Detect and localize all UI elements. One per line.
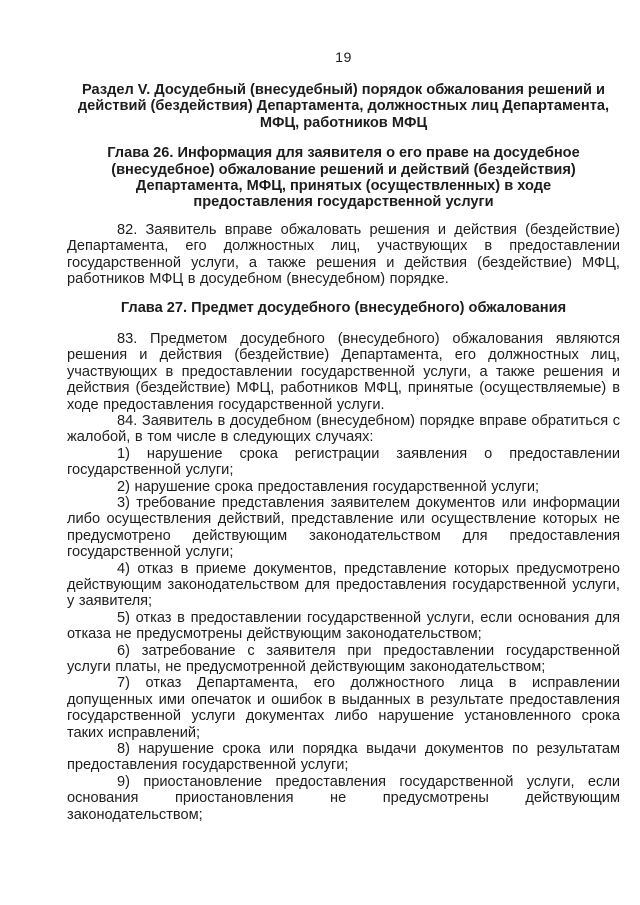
paragraph-83: 83. Предметом досудебного (внесудебного) обжалования являются решения и действия (бездействие) Департамента, его должностных лиц, участвующих в предоставлении государственной услуги, а также решения и действия (бездействие) МФЦ, работников МФЦ, принятые (осуществляемые) в ходе предоставления государственной услуги. [67, 330, 620, 413]
chapter-26-heading: Глава 26. Информация для заявителя о его праве на досудебное (внесудебное) обжалование решений и действий (бездействия) Департамента, МФЦ, принятых (осуществленных) в ходе предоставления государственной услуги [107, 145, 580, 211]
complaint-case-item-5: 5) отказ в предоставлении государственной услуги, если основания для отказа не предусмотрены действующим законодательством; [67, 609, 620, 643]
section-heading: Раздел V. Досудебный (внесудебный) порядок обжалования решений и действий (бездействия) Департамента, должностных лиц Департамента, МФЦ, работников МФЦ [77, 82, 610, 131]
paragraph-82: 82. Заявитель вправе обжаловать решения и действия (бездействие) Департамента, его должностных лиц, участвующих в предоставлении государственной услуги, а также решения и действия (бездействие) МФЦ, работников МФЦ в досудебном (внесудебном) порядке. [67, 221, 620, 288]
complaint-case-item-8: 8) нарушение срока или порядка выдачи документов по результатам предоставления государственной услуги; [67, 741, 620, 774]
page-number: 19 [335, 50, 352, 66]
complaint-case-item-3: 3) требование представления заявителем документов или информации либо осуществления действий, представление или осуществление которых не предусмотрено действующим законодательством для предоставления государственной услуги; [67, 494, 620, 561]
complaint-case-item-4: 4) отказ в приеме документов, представление которых предусмотрено действующим законодательством для предоставления государственной услуги, у заявителя; [67, 560, 620, 610]
complaint-case-item-9: 9) приостановление предоставления государственной услуги, если основания приостановления не предусмотрены действующим законодательством; [67, 773, 620, 823]
complaint-case-item-6: 6) затребование с заявителя при предоставлении государственной услуги платы, не предусмотренной действующим законодательством; [67, 642, 620, 675]
complaint-case-item-2: 2) нарушение срока предоставления государственной услуги; [117, 478, 540, 495]
complaint-case-item-1: 1) нарушение срока регистрации заявления о предоставлении государственной услуги; [67, 445, 620, 479]
document-content [67, 50, 620, 823]
chapter-27-heading: Глава 27. Предмет досудебного (внесудебного) обжалования [120, 300, 567, 317]
paragraph-84-intro: 84. Заявитель в досудебном (внесудебном) порядке вправе обратиться с жалобой, в том числе в следующих случаях: [67, 412, 620, 446]
complaint-case-item-7: 7) отказ Департамента, его должностного лица в исправлении допущенных ими опечаток и ошибок в выданных в результате предоставления государственной услуги документах либо нарушение установленного срока таких исправлений; [67, 675, 620, 741]
